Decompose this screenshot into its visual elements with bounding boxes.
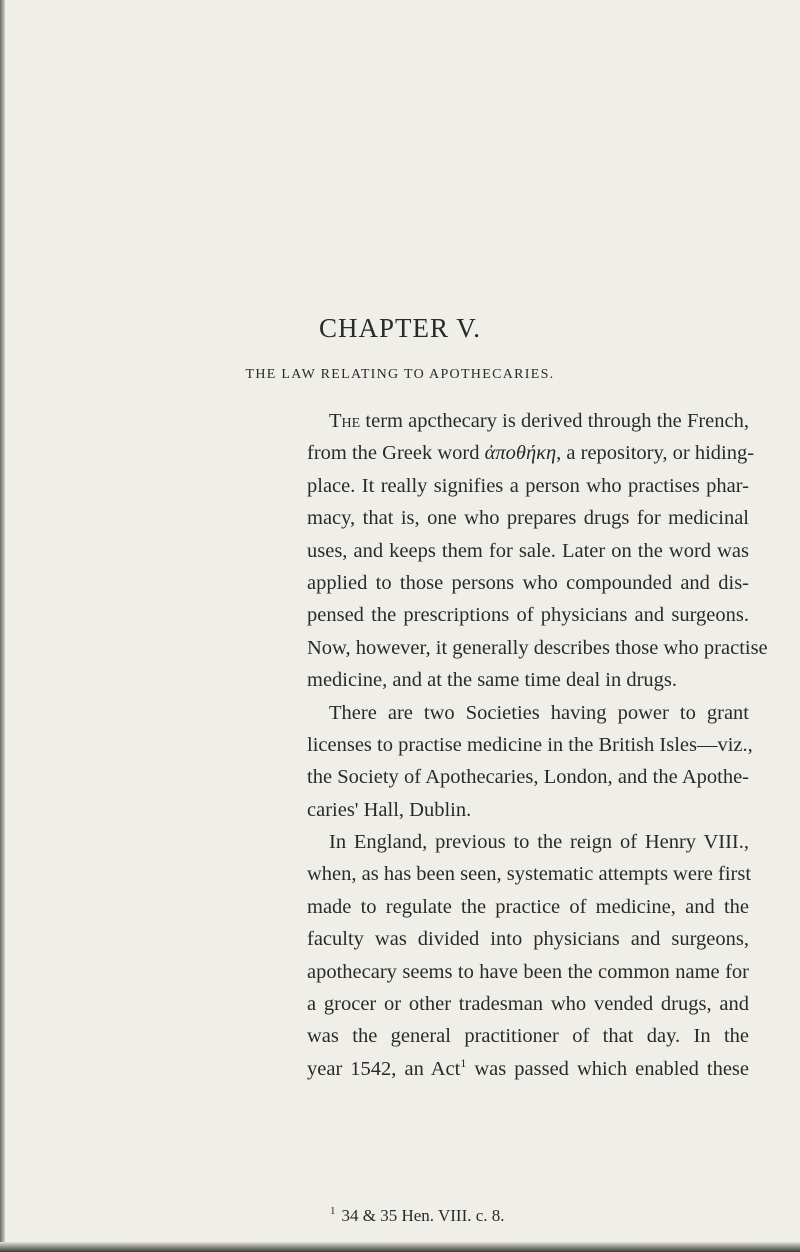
- text-line: a grocer or other tradesman who vended drugs, and: [307, 993, 749, 1016]
- text-line: pensed the prescriptions of physicians and surgeons.: [307, 604, 749, 627]
- footnote-text: 34 & 35 Hen. VIII. c. 8.: [341, 1206, 505, 1225]
- text-line: faculty was divided into physicians and surgeons,: [307, 928, 749, 951]
- text-line: In England, previous to the reign of Henry VIII.,: [329, 831, 749, 854]
- text-line: medicine, and at the same time deal in drugs.: [307, 669, 678, 692]
- text-line: applied to those persons who compounded and dis-: [307, 571, 749, 594]
- text-line: place. It really signifies a person who practises phar-: [307, 474, 749, 497]
- text-line: macy, that is, one who prepares drugs for medicinal: [307, 507, 749, 530]
- footnote-reference: 1: [460, 1055, 467, 1070]
- text-line: caries' Hall, Dublin.: [307, 798, 472, 821]
- text-line: uses, and keeps them for sale. Later on the word was: [307, 539, 749, 562]
- section-title: THE LAW RELATING TO APOTHECARIES.: [245, 367, 555, 382]
- text-line: apothecary seems to have been the common name for: [307, 960, 749, 983]
- footnote-marker: 1: [330, 1205, 336, 1218]
- chapter-title: CHAPTER V.: [318, 313, 482, 343]
- text-line: was the general practitioner of that day. In the: [307, 1025, 749, 1048]
- text-line: The term apcthecary is derived through the French,: [329, 410, 749, 432]
- text-line: when, as has been seen, systematic attempts were first: [307, 863, 752, 886]
- footnote: [330, 1206, 505, 1226]
- text-line: There are two Societies having power to grant: [329, 701, 749, 724]
- text-line: the Society of Apothecaries, London, and the Apothe-: [307, 766, 749, 789]
- text-line: year 1542, an Act$^1$ was passed which enabled these: [307, 1055, 750, 1080]
- greek-word: ἀποθήκη: [484, 442, 557, 465]
- text-line: licenses to practise medicine in the British Isles—viz.,: [307, 733, 753, 756]
- page-bottom-edge: [0, 1242, 800, 1252]
- text-line: from the Greek word ἀποθήκη, a repository, or hiding-: [307, 442, 755, 465]
- text-line: Now, however, it generally describes those who practise: [307, 636, 768, 659]
- page-binding-shadow: [0, 0, 5, 1252]
- body-text: [307, 405, 768, 1085]
- text-line: made to regulate the practice of medicine, and the: [307, 895, 749, 918]
